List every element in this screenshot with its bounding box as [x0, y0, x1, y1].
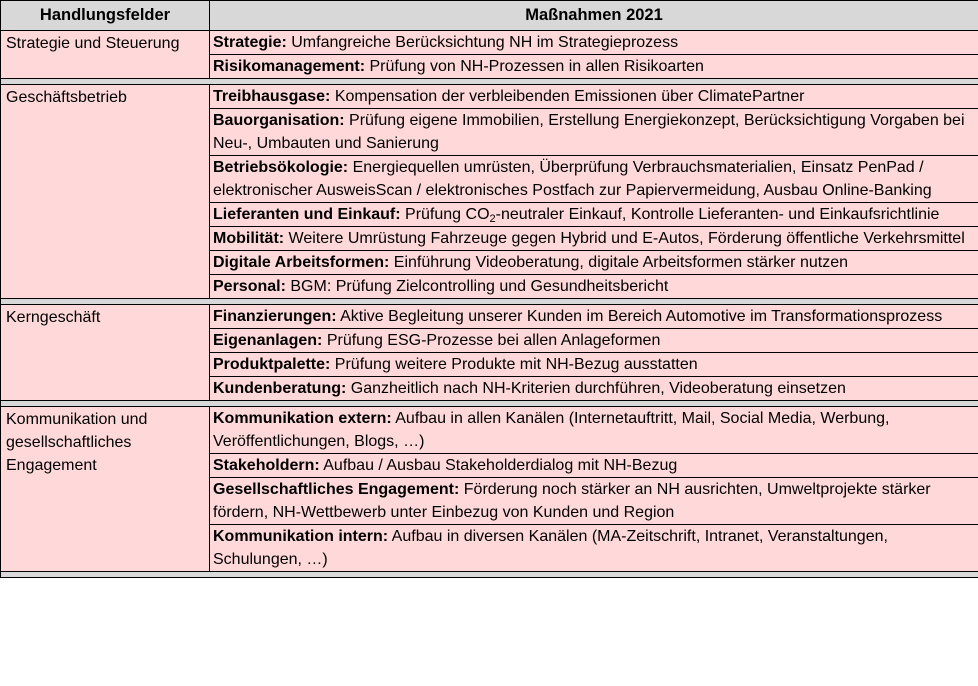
field-cell: [1, 31, 210, 79]
measure-text: Ganzheitlich nach NH-Kriterien durchführen, Videoberatung einsetzen: [350, 380, 846, 397]
table-row: [1, 305, 978, 329]
measure-text: -neutraler Einkauf, Kontrolle Lieferanten- und Einkaufsrichtlinie: [495, 206, 940, 223]
measure-cell: [210, 478, 978, 525]
header-fields: Handlungsfelder: [1, 1, 210, 31]
group-separator: [1, 572, 978, 578]
measure-text: Förderung noch stärker an NH ausrichten, Umweltprojekte stärker fördern, NH-Wettbewerb unter Einbezug von Kunden und Region: [213, 481, 931, 521]
measure-cell: [210, 251, 978, 275]
measure-label: Finanzierungen:: [213, 308, 337, 325]
measure-text: Prüfung CO: [405, 206, 490, 223]
measure-label: Kundenberatung:: [213, 380, 347, 397]
measure-label: Lieferanten und Einkauf:: [213, 206, 401, 223]
field-cell: [1, 407, 210, 572]
measure-label: Kommunikation extern:: [213, 410, 392, 427]
measure-text: Prüfung ESG-Prozesse bei allen Anlageformen: [326, 332, 661, 349]
measure-text: Prüfung weitere Produkte mit NH-Bezug ausstatten: [334, 356, 698, 373]
table-row: [1, 31, 978, 55]
field-label: Kommunikation und gesellschaftliches Engagement: [6, 411, 148, 474]
measure-cell: [210, 407, 978, 454]
measure-text: Umfangreiche Berücksichtung NH im Strategieprozess: [291, 34, 679, 51]
measure-label: Gesellschaftliches Engagement:: [213, 481, 460, 498]
measure-text: Einführung Videoberatung, digitale Arbeitsformen stärker nutzen: [393, 254, 848, 271]
measure-label: Treibhausgase:: [213, 88, 331, 105]
header-row: [1, 1, 978, 31]
measure-text: Weitere Umrüstung Fahrzeuge gegen Hybrid und E-Autos, Förderung öffentliche Verkehrsmittel: [288, 230, 965, 247]
measure-cell: [210, 156, 978, 203]
measure-label: Bauorganisation:: [213, 112, 345, 129]
measure-label: Produktpalette:: [213, 356, 331, 373]
measure-text: Prüfung eigene Immobilien, Erstellung Energiekonzept, Berücksichtigung Vorgaben bei Neu-, Umbauten und Sanierung: [213, 112, 965, 152]
subscript-two: 2: [489, 213, 496, 225]
measure-text: Aufbau in allen Kanälen (Internetauftritt, Mail, Social Media, Werbung, Veröffentlichungen, Blogs, …): [213, 410, 890, 450]
field-label: Kerngeschäft: [6, 309, 101, 326]
measure-cell: [210, 454, 978, 478]
measure-label: Betriebsökologie:: [213, 159, 349, 176]
header-measures: Maßnahmen 2021: [210, 1, 978, 31]
measure-cell: [210, 275, 978, 299]
measure-label: Strategie:: [213, 34, 287, 51]
field-cell: [1, 305, 210, 401]
field-cell: [1, 85, 210, 299]
table-row: [1, 85, 978, 109]
measure-cell: [210, 377, 978, 401]
measure-label: Personal:: [213, 278, 286, 295]
measure-label: Kommunikation intern:: [213, 528, 389, 545]
measure-label: Digitale Arbeitsformen:: [213, 254, 390, 271]
measure-label: Mobilität:: [213, 230, 285, 247]
measure-cell: [210, 31, 978, 55]
measure-cell: [210, 85, 978, 109]
measure-text: Aufbau in diversen Kanälen (MA-Zeitschrift, Intranet, Veranstaltungen, Schulungen, …): [213, 528, 888, 568]
table-row: [1, 407, 978, 454]
measure-label: Risikomanagement:: [213, 58, 366, 75]
field-label: Geschäftsbetrieb: [6, 89, 127, 106]
measure-cell: [210, 109, 978, 156]
field-label: Strategie und Steuerung: [6, 35, 180, 52]
measure-label: Stakeholdern:: [213, 457, 320, 474]
measure-cell: [210, 55, 978, 79]
separator-cell: [1, 572, 978, 578]
measure-text: Aktive Begleitung unserer Kunden im Bereich Automotive im Transformationsprozess: [340, 308, 943, 325]
measure-cell: [210, 227, 978, 251]
measure-text: Kompensation der verbleibenden Emissionen über ClimatePartner: [334, 88, 805, 105]
measure-cell: [210, 353, 978, 377]
measure-text: BGM: Prüfung Zielcontrolling und Gesundheitsbericht: [290, 278, 669, 295]
measure-label: Eigenanlagen:: [213, 332, 323, 349]
measure-text: Prüfung von NH-Prozessen in allen Risikoarten: [369, 58, 704, 75]
measure-cell: [210, 203, 978, 227]
measure-text: Aufbau / Ausbau Stakeholderdialog mit NH-Bezug: [323, 457, 678, 474]
measure-cell: [210, 525, 978, 572]
measure-cell: [210, 305, 978, 329]
measure-text: Energiequellen umrüsten, Überprüfung Verbrauchsmaterialien, Einsatz PenPad / elektronischer AusweisScan / elektronisches Postfach zur Papiervermeidung, Ausbau Online-Banking: [213, 159, 932, 199]
measure-cell: [210, 329, 978, 353]
